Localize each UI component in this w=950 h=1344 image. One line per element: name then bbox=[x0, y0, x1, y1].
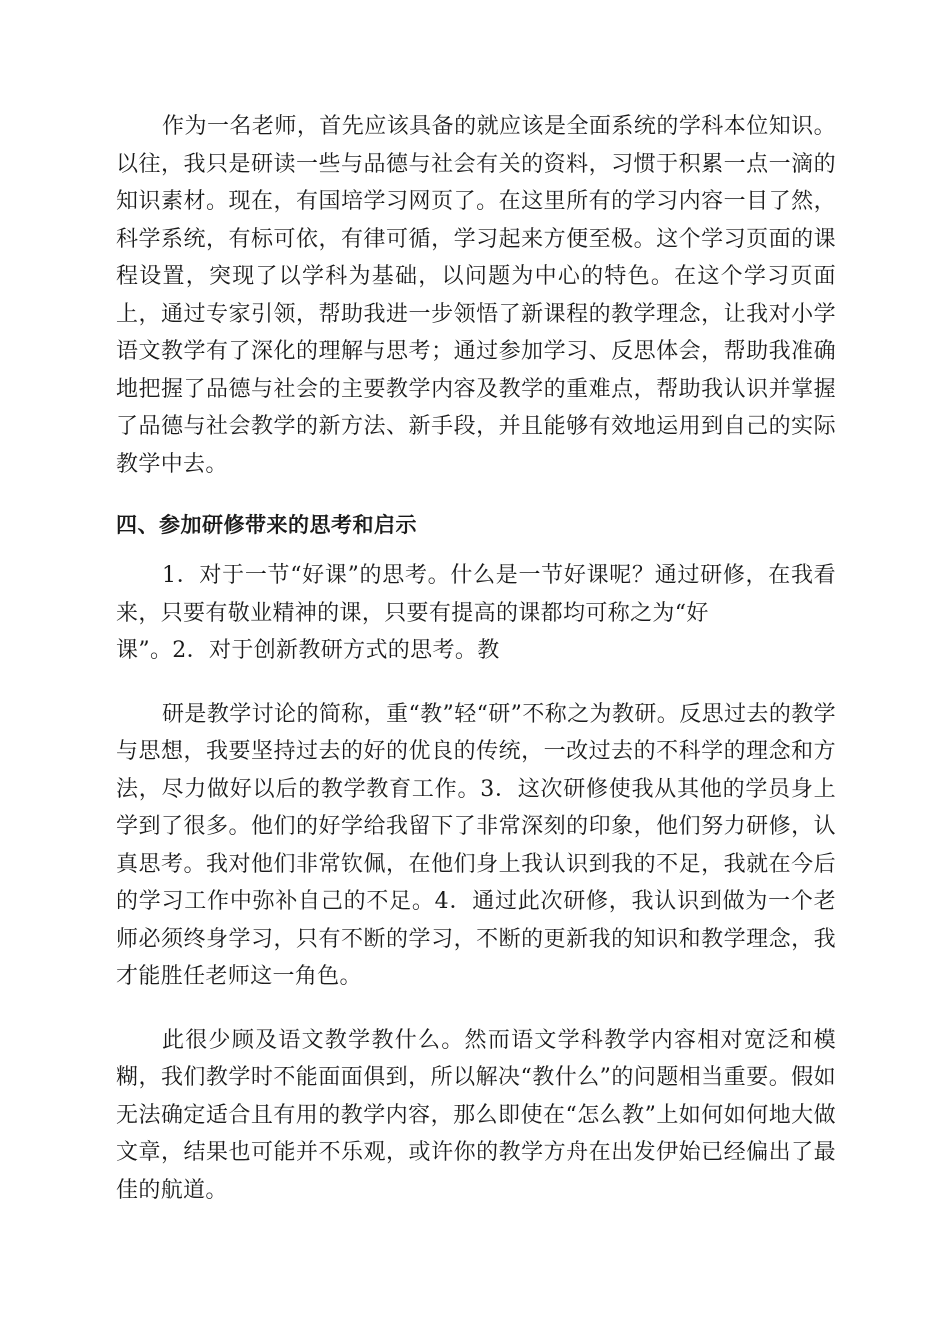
body-paragraph-good-lesson bbox=[116, 557, 836, 670]
body-paragraph-what-to-teach: 此很少顾及语文教学教什么。然而语文学科教学内容相对宽泛和模糊，我们教学时不能面面俱到，所以解决“教什么”的问题相当重要。假如无法确定适合且有用的教学内容，那么即使在“怎么教”上如何如何地大做文章，结果也可能并不乐观，或许你的教学方舟在出发伊始已经偏出了最佳的航道。 bbox=[116, 1027, 836, 1203]
body-paragraph-good-lesson-line-b: 课”。2．对于创新教研方式的思考。教 bbox=[116, 638, 500, 663]
body-paragraph-teacher-knowledge: 作为一名老师，首先应该具备的就应该是全面系统的学科本位知识。以往，我只是研读一些与品德与社会有关的资料，习惯于积累一点一滴的知识素材。现在，有国培学习网页了。在这里所有的学习内容一目了然，科学系统，有标可依，有律可循，学习起来方便至极。这个学习页面的课程设置，突现了以学科为基础，以问题为中心的特色。在这个学习页面上，通过专家引领，帮助我进一步领悟了新课程的教学理念，让我对小学语文教学有了深化的理解与思考；通过参加学习、反思体会，帮助我准确地把握了品德与社会的主要教学内容及教学的重难点，帮助我认识并掌握了品德与社会教学的新方法、新手段，并且能够有效地运用到自己的实际教学中去。 bbox=[116, 114, 836, 477]
body-paragraph-teaching-research: 研是教学讨论的简称，重“教”轻“研”不称之为教研。反思过去的教学与思想，我要坚持过去的好的优良的传统，一改过去的不科学的理念和方法，尽力做好以后的教学教育工作。3．这次研修使我从其他的学员身上学到了很多。他们的好学给我留下了非常深刻的印象，他们努力研修，认真思考。我对他们非常钦佩，在他们身上我认识到我的不足，我就在今后的学习工作中弥补自己的不足。4．通过此次研修，我认识到做为一个老师必须终身学习，只有不断的学习，不断的更新我的知识和教学理念，我才能胜任老师这一角色。 bbox=[116, 701, 836, 989]
body-paragraph-good-lesson-line-a: 1．对于一节“好课”的思考。什么是一节好课呢？通过研修，在我看来，只要有敬业精神的课，只要有提高的课都均可称之为“好 bbox=[116, 563, 836, 626]
document-page bbox=[116, 108, 836, 1209]
section-heading-4: 四、参加研修带来的思考和启示 bbox=[116, 513, 417, 537]
